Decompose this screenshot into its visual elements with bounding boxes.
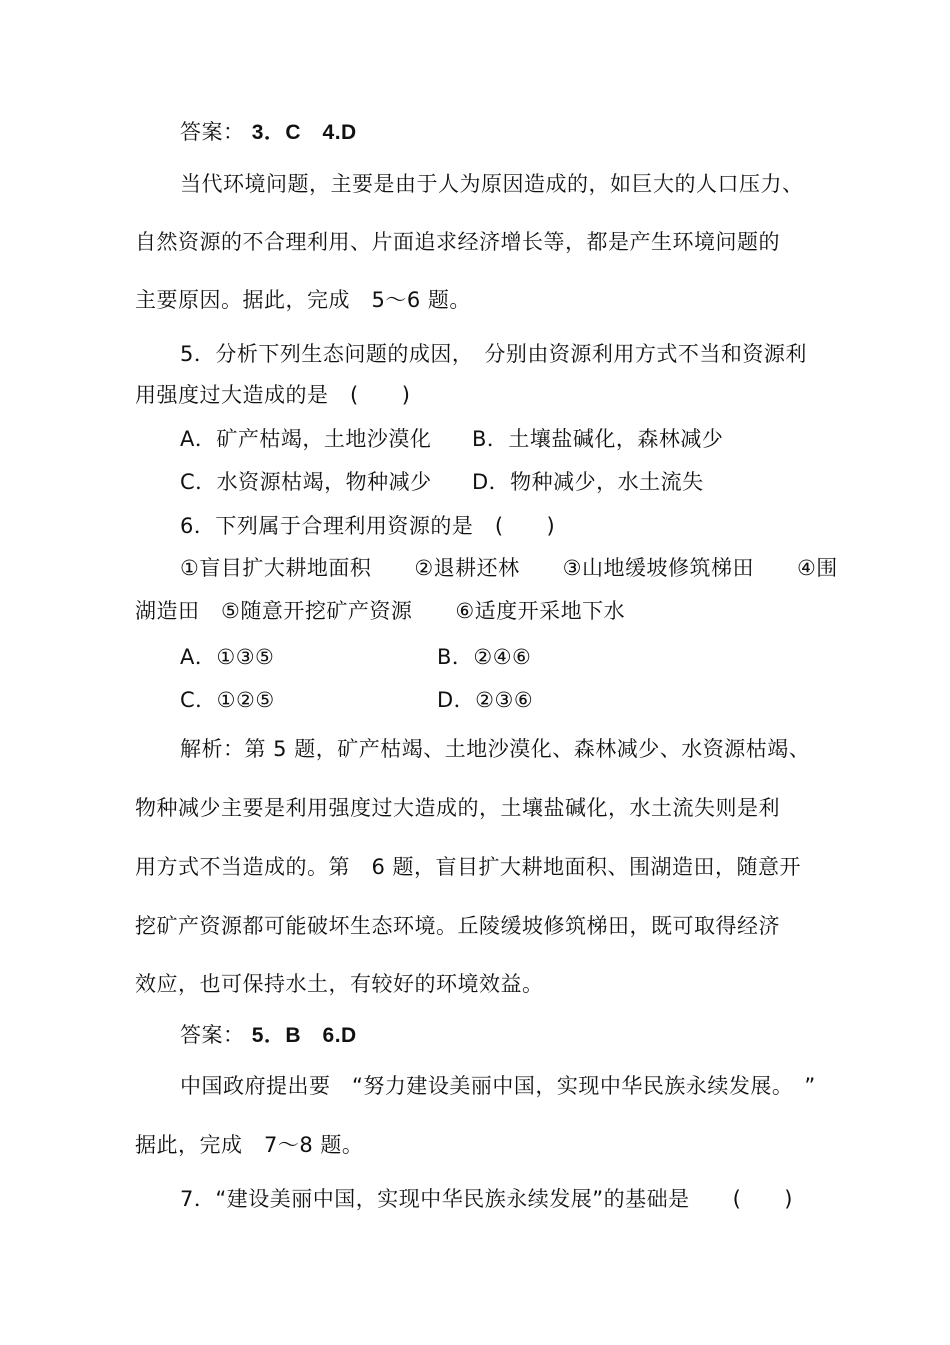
- q6-option-d: D．②③⑥: [437, 688, 534, 712]
- intro-line-2: 自然资源的不合理利用、片面追求经济增长等，都是产生环境问题的: [135, 230, 780, 254]
- q6-stem: 6．下列属于合理利用资源的是 ( ): [180, 514, 556, 538]
- answer-label: 答案：: [180, 120, 245, 144]
- answer-line-1: [180, 118, 357, 147]
- answer-text: 3．C 4.D: [251, 121, 357, 144]
- analysis-line-3: 用方式不当造成的。第 6 题，盲目扩大耕地面积、围湖造田，随意开: [135, 855, 802, 879]
- q7-stem: 7．“建设美丽中国，实现中华民族永续发展”的基础是 ( ): [180, 1187, 794, 1211]
- analysis-line-4: 挖矿产资源都可能破坏生态环境。丘陵缓坡修筑梯田，既可取得经济: [135, 914, 780, 938]
- intro-line-1: 当代环境问题，主要是由于人为原因造成的，如巨大的人口压力、: [180, 172, 804, 196]
- q6-option-a: A．①③⑤: [180, 645, 275, 669]
- q6-option-c: C．①②⑤: [180, 688, 275, 712]
- q5-stem-line-1: 5．分析下列生态问题的成因， 分别由资源利用方式不当和资源利: [180, 342, 807, 366]
- q5-stem-line-2: 用强度过大造成的是 ( ): [135, 383, 411, 407]
- analysis-line-2: 物种减少主要是利用强度过大造成的，土壤盐碱化，水土流失则是利: [135, 796, 780, 820]
- q6-items-line-1: ①盲目扩大耕地面积 ②退耕还林 ③山地缓坡修筑梯田 ④围: [180, 556, 838, 580]
- answer-text: 5．B 6.D: [251, 1024, 357, 1047]
- q6-option-b: B．②④⑥: [437, 645, 532, 669]
- q5-option-d: D．物种减少，水土流失: [472, 470, 704, 494]
- q5-option-c: C．水资源枯竭，物种减少: [180, 470, 432, 494]
- intro-line-3: 主要原因。据此，完成 5～6 题。: [135, 288, 471, 312]
- q6-items-line-2: 湖造田 ⑤随意开挖矿产资源 ⑥适度开采地下水: [135, 599, 626, 623]
- analysis-line-5: 效应，也可保持水土，有较好的环境效益。: [135, 972, 544, 996]
- intro2-line-2: 据此，完成 7～8 题。: [135, 1133, 364, 1157]
- q5-option-a: A．矿产枯竭，土地沙漠化: [180, 427, 432, 451]
- q5-option-b: B．土壤盐碱化，森林减少: [472, 427, 724, 451]
- analysis-line-1: 解析：第 5 题，矿产枯竭、土地沙漠化、森林减少、水资源枯竭、: [180, 737, 811, 761]
- answer-line-2: [180, 1021, 357, 1050]
- answer-label: 答案：: [180, 1023, 245, 1047]
- intro2-line-1: 中国政府提出要 “努力建设美丽中国，实现中华民族永续发展。 ”: [180, 1074, 816, 1098]
